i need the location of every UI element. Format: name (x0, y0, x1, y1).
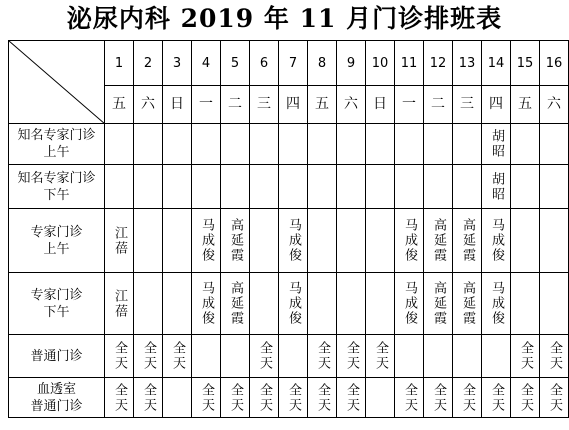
schedule-cell: 全天 (453, 378, 482, 418)
schedule-cell: 胡昭 (482, 124, 511, 165)
schedule-cell (395, 335, 424, 378)
schedule-cell (163, 209, 192, 273)
schedule-cell (308, 209, 337, 273)
schedule-cell: 马成俊 (279, 209, 308, 273)
schedule-cell: 马成俊 (482, 209, 511, 273)
row-label (9, 124, 105, 165)
schedule-cell: 全天 (134, 378, 163, 418)
schedule-cell (337, 273, 366, 335)
schedule-cell: 全天 (540, 378, 569, 418)
schedule-cell (221, 335, 250, 378)
row-label-line: 血透室 (36, 381, 76, 397)
schedule-cell: 全天 (221, 378, 250, 418)
schedule-cell: 全天 (511, 378, 540, 418)
date-cell: 2 (134, 41, 163, 86)
weekday-cell: 一 (192, 86, 221, 124)
row-label-line: 下午 (43, 187, 70, 203)
schedule-cell: 全天 (250, 378, 279, 418)
schedule-cell (511, 165, 540, 209)
date-cell: 10 (366, 41, 395, 86)
schedule-cell (540, 124, 569, 165)
schedule-cell: 全天 (511, 335, 540, 378)
row-label-line: 普通门诊 (30, 398, 83, 414)
schedule-cell: 马成俊 (279, 273, 308, 335)
schedule-cell (366, 209, 395, 273)
date-header-row (9, 41, 569, 86)
schedule-cell (337, 209, 366, 273)
schedule-cell: 全天 (308, 335, 337, 378)
schedule-cell: 高延霞 (424, 209, 453, 273)
weekday-cell: 五 (511, 86, 540, 124)
corner-cell (9, 41, 105, 124)
schedule-cell (221, 165, 250, 209)
schedule-cell: 全天 (395, 378, 424, 418)
date-cell: 16 (540, 41, 569, 86)
schedule-cell (366, 165, 395, 209)
weekday-cell: 日 (163, 86, 192, 124)
schedule-cell: 马成俊 (192, 209, 221, 273)
row-label-line: 知名专家门诊 (17, 128, 96, 143)
schedule-cell: 江蓓 (105, 273, 134, 335)
schedule-cell (250, 273, 279, 335)
schedule-cell (250, 165, 279, 209)
weekday-cell: 二 (424, 86, 453, 124)
schedule-cell (279, 165, 308, 209)
schedule-cell: 高延霞 (424, 273, 453, 335)
weekday-cell: 日 (366, 86, 395, 124)
schedule-cell (134, 209, 163, 273)
schedule-cell (163, 165, 192, 209)
schedule-cell (424, 124, 453, 165)
schedule-cell (511, 124, 540, 165)
weekday-cell: 六 (337, 86, 366, 124)
schedule-cell (366, 378, 395, 418)
schedule-cell: 全天 (192, 378, 221, 418)
schedule-cell (511, 209, 540, 273)
schedule-cell: 全天 (134, 335, 163, 378)
schedule-cell: 全天 (424, 378, 453, 418)
schedule-cell (453, 124, 482, 165)
schedule-cell: 全天 (337, 378, 366, 418)
row-label-line: 上午 (43, 241, 70, 257)
schedule-cell (192, 124, 221, 165)
date-cell: 1 (105, 41, 134, 86)
schedule-cell (511, 273, 540, 335)
row-label-line: 上午 (43, 145, 70, 160)
schedule-cell (540, 165, 569, 209)
date-cell: 12 (424, 41, 453, 86)
schedule-cell: 马成俊 (395, 273, 424, 335)
schedule-cell (250, 124, 279, 165)
date-cell: 8 (308, 41, 337, 86)
schedule-cell (105, 165, 134, 209)
schedule-cell: 全天 (540, 335, 569, 378)
row-label-line: 下午 (43, 304, 70, 320)
schedule-cell (453, 335, 482, 378)
weekday-cell: 一 (395, 86, 424, 124)
schedule-row (9, 378, 569, 418)
schedule-cell (453, 165, 482, 209)
row-label-line: 知名专家门诊 (17, 170, 96, 186)
schedule-row (9, 335, 569, 378)
schedule-cell (105, 124, 134, 165)
row-label (9, 165, 105, 209)
row-label (9, 378, 105, 418)
schedule-cell (221, 124, 250, 165)
schedule-cell: 高延霞 (221, 273, 250, 335)
row-label-line: 专家门诊 (30, 224, 83, 240)
date-cell: 3 (163, 41, 192, 86)
schedule-cell (395, 165, 424, 209)
date-cell: 13 (453, 41, 482, 86)
schedule-cell (134, 124, 163, 165)
schedule-cell (163, 273, 192, 335)
schedule-cell (134, 165, 163, 209)
schedule-cell: 胡昭 (482, 165, 511, 209)
schedule-cell (540, 273, 569, 335)
schedule-cell (395, 124, 424, 165)
weekday-cell: 五 (105, 86, 134, 124)
schedule-row (9, 273, 569, 335)
schedule-cell: 全天 (482, 378, 511, 418)
row-label (9, 273, 105, 335)
schedule-cell (337, 124, 366, 165)
schedule-cell: 高延霞 (453, 209, 482, 273)
schedule-cell: 全天 (279, 378, 308, 418)
schedule-cell: 马成俊 (192, 273, 221, 335)
schedule-table (8, 40, 569, 418)
schedule-row (9, 124, 569, 165)
schedule-cell: 高延霞 (453, 273, 482, 335)
weekday-cell: 四 (279, 86, 308, 124)
weekday-cell: 二 (221, 86, 250, 124)
row-label (9, 209, 105, 273)
date-cell: 15 (511, 41, 540, 86)
schedule-row (9, 209, 569, 273)
schedule-cell (192, 165, 221, 209)
date-cell: 9 (337, 41, 366, 86)
diagonal-line (9, 41, 105, 124)
schedule-cell: 全天 (366, 335, 395, 378)
weekday-cell: 三 (453, 86, 482, 124)
weekday-cell: 五 (308, 86, 337, 124)
date-cell: 4 (192, 41, 221, 86)
date-cell: 14 (482, 41, 511, 86)
schedule-cell (337, 165, 366, 209)
weekday-cell: 六 (540, 86, 569, 124)
schedule-cell (366, 124, 395, 165)
schedule-cell (308, 273, 337, 335)
schedule-cell: 全天 (337, 335, 366, 378)
schedule-cell (279, 335, 308, 378)
schedule-cell: 马成俊 (395, 209, 424, 273)
schedule-cell (308, 165, 337, 209)
weekday-cell: 六 (134, 86, 163, 124)
schedule-cell: 全天 (105, 378, 134, 418)
schedule-cell (366, 273, 395, 335)
date-cell: 5 (221, 41, 250, 86)
schedule-cell: 江蓓 (105, 209, 134, 273)
schedule-cell (134, 273, 163, 335)
schedule-cell: 高延霞 (221, 209, 250, 273)
schedule-cell: 马成俊 (482, 273, 511, 335)
schedule-cell (308, 124, 337, 165)
schedule-cell (540, 209, 569, 273)
schedule-cell (163, 124, 192, 165)
row-label (9, 335, 105, 378)
schedule-cell: 全天 (250, 335, 279, 378)
date-cell: 6 (250, 41, 279, 86)
date-cell: 7 (279, 41, 308, 86)
schedule-cell (279, 124, 308, 165)
schedule-cell (250, 209, 279, 273)
weekday-cell: 三 (250, 86, 279, 124)
schedule-cell: 全天 (105, 335, 134, 378)
schedule-cell (482, 335, 511, 378)
row-label-line: 普通门诊 (30, 348, 83, 364)
schedule-cell: 全天 (308, 378, 337, 418)
schedule-cell (424, 165, 453, 209)
page-title: 泌尿内科 2019 年 11 月门诊排班表 (66, 4, 503, 33)
weekday-cell: 四 (482, 86, 511, 124)
schedule-cell (424, 335, 453, 378)
schedule-cell (163, 378, 192, 418)
schedule-row (9, 165, 569, 209)
schedule-cell (192, 335, 221, 378)
row-label-line: 专家门诊 (30, 287, 83, 303)
date-cell: 11 (395, 41, 424, 86)
schedule-cell: 全天 (163, 335, 192, 378)
